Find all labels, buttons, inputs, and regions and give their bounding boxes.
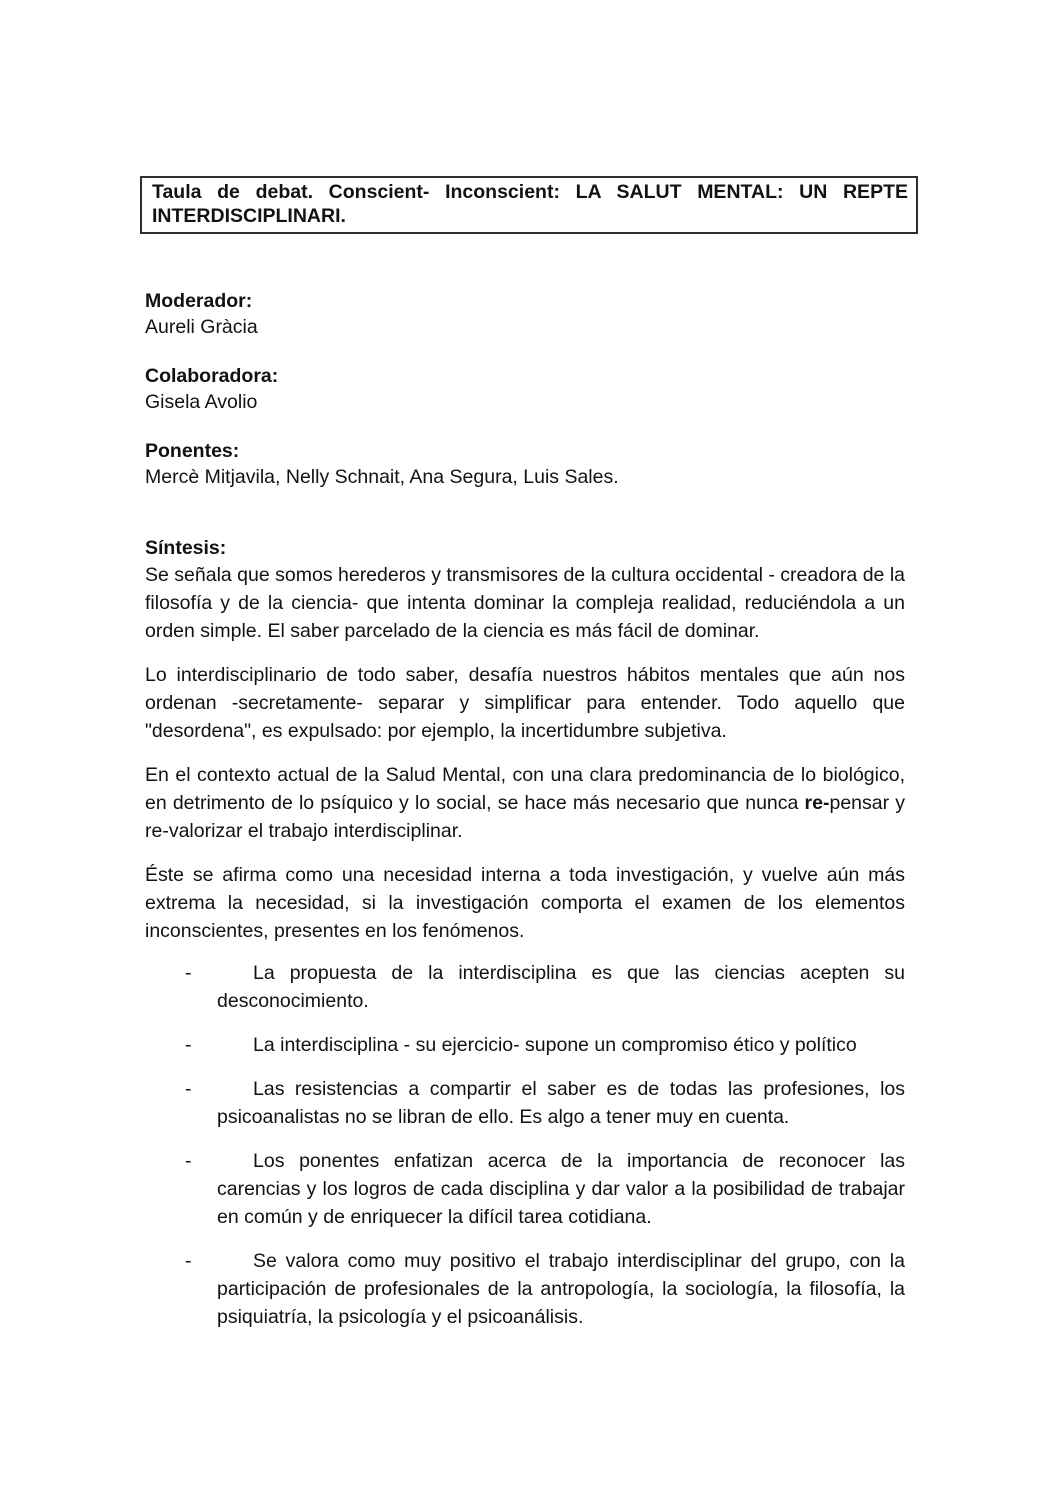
- paragraph-3-text-before: En el contexto actual de la Salud Mental, con una clara predominancia de lo biológico, en detrimento de lo psíquico y lo social, se hace más necesario que nunca: [145, 764, 905, 814]
- moderador-name: Aureli Gràcia: [145, 316, 258, 338]
- title-line-1: Taula de debat. Conscient- Inconscient: LA SALUT MENTAL: UN REPTE: [152, 181, 908, 203]
- bullet-text-3: Las resistencias a compartir el saber es de todas las profesiones, los psicoanalistas no se libran de ello. Es algo a tener muy en cuenta.: [217, 1078, 905, 1128]
- role-group-ponentes: [145, 438, 905, 490]
- sintesis-paragraph-3: [145, 761, 905, 845]
- list-item: [145, 959, 905, 1015]
- paragraph-3-text-after: pensar y re-valorizar el trabajo interdisciplinar.: [145, 792, 905, 842]
- title-line-2: INTERDISCIPLINARI.: [152, 205, 346, 227]
- body-text-column: [145, 288, 905, 1331]
- sintesis-paragraph-2: Lo interdisciplinario de todo saber, desafía nuestros hábitos mentales que aún nos ordenan -secretamente- separar y simplificar para entender. Todo aquello que "desordena", es expulsado: por ejemplo, la incertidumbre subjetiva.: [145, 664, 905, 742]
- bullet-text-1: La propuesta de la interdisciplina es que las ciencias acepten su desconocimiento.: [217, 962, 905, 1012]
- role-group-moderador: [145, 288, 905, 340]
- list-item: [145, 1075, 905, 1131]
- bullet-list: [145, 959, 905, 1331]
- dash-bullet-icon: -: [185, 1150, 192, 1172]
- document-content: [140, 0, 918, 1331]
- sintesis-label: Síntesis:: [145, 537, 227, 559]
- dash-bullet-icon: -: [185, 1250, 192, 1272]
- ponentes-label: Ponentes:: [145, 440, 240, 462]
- title-box: [140, 176, 918, 234]
- bullet-text-5: Se valora como muy positivo el trabajo interdisciplinar del grupo, con la participación de profesionales de la antropología, la sociología, la filosofía, la psiquiatría, la psicología y el psicoanálisis.: [217, 1250, 905, 1328]
- list-item: [145, 1031, 905, 1059]
- bullet-text-4: Los ponentes enfatizan acerca de la importancia de reconocer las carencias y los logros de cada disciplina y dar valor a la posibilidad de trabajar en común y de enriquecer la difícil tarea cotidiana.: [217, 1150, 905, 1228]
- sintesis-paragraph-4: Éste se afirma como una necesidad interna a toda investigación, y vuelve aún más extrema la necesidad, si la investigación comporta el examen de los elementos inconscientes, presentes en los fenómenos.: [145, 864, 905, 942]
- dash-bullet-icon: -: [185, 962, 192, 984]
- ponentes-names: Mercè Mitjavila, Nelly Schnait, Ana Segura, Luis Sales.: [145, 466, 619, 488]
- moderador-label: Moderador:: [145, 290, 253, 312]
- bullet-text-2: La interdisciplina - su ejercicio- supone un compromiso ético y político: [253, 1034, 857, 1056]
- paragraph-3-bold-re: re-: [804, 792, 830, 814]
- dash-bullet-icon: -: [185, 1078, 192, 1100]
- colaboradora-name: Gisela Avolio: [145, 391, 258, 413]
- colaboradora-label: Colaboradora:: [145, 365, 279, 387]
- dash-bullet-icon: -: [185, 1034, 192, 1056]
- list-item: [145, 1247, 905, 1331]
- sintesis-paragraph-1: Se señala que somos herederos y transmisores de la cultura occidental - creadora de la filosofía y de la ciencia- que intenta dominar la compleja realidad, reduciéndola a un orden simple. El saber parcelado de la ciencia es más fácil de dominar.: [145, 564, 905, 642]
- role-group-colaboradora: [145, 363, 905, 415]
- list-item: [145, 1147, 905, 1231]
